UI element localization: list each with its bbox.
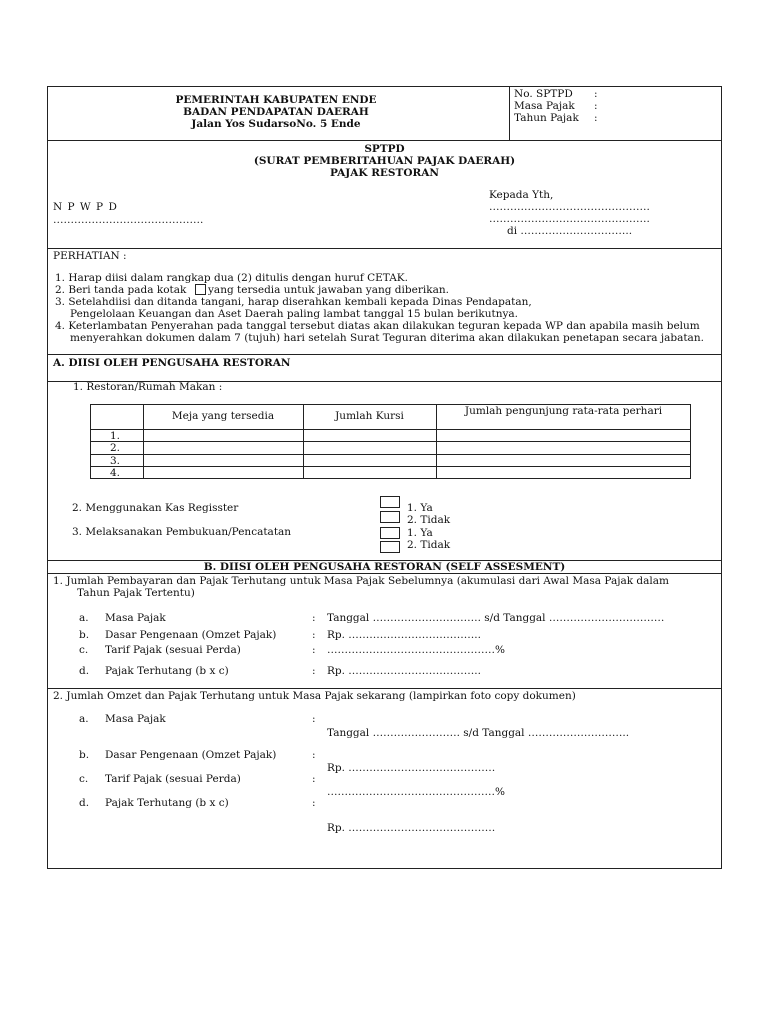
part2-d-key: d. [79, 797, 90, 809]
pembukuan-tidak-label: 2. Tidak [407, 539, 451, 551]
part1-title-l2: Tahun Pajak Tertentu) [77, 587, 195, 599]
table-row-1-label: 1. [110, 430, 121, 442]
section-a-heading: A. DIISI OLEH PENGUSAHA RESTORAN [53, 357, 291, 369]
kas-register-ya-label: 1. Ya [407, 502, 433, 514]
section-a-item2: 2. Menggunakan Kas Regisster [72, 502, 239, 514]
npwpd-field[interactable]: ……………………………………. [53, 214, 204, 226]
pembukuan-tidak-checkbox[interactable] [380, 541, 400, 553]
part1-b-colon: : [312, 629, 316, 641]
part1-title-l1: 1. Jumlah Pembayaran dan Pajak Terhutang untuk Masa Pajak Sebelumnya (akumulasi dari Awal Masa Pajak dalam [53, 575, 669, 587]
notice-item-2a: 2. Beri tanda pada kotak [55, 284, 187, 296]
part1-c-key: c. [79, 644, 89, 656]
frame-bottom [47, 868, 722, 869]
part2-a-colon: : [312, 713, 316, 725]
part2-a-key: a. [79, 713, 89, 725]
part1-tarif-field[interactable]: …………………………………………% [327, 644, 505, 656]
part1-c-colon: : [312, 644, 316, 656]
part1-d-colon: : [312, 665, 316, 677]
meta-masa-pajak-colon: : [594, 100, 598, 112]
part1-dasar-pengenaan-field[interactable]: Rp. ……………………………….. [327, 629, 481, 641]
part2-c-label: Tarif Pajak (sesuai Perda) [105, 773, 241, 785]
part2-c-key: c. [79, 773, 89, 785]
section-b-heading-line [47, 573, 722, 574]
part1-b-key: b. [79, 629, 90, 641]
recipient-line-field[interactable]: ………………………………………. [489, 213, 650, 225]
frame-left [47, 86, 48, 869]
pembukuan-ya-label: 1. Ya [407, 527, 433, 539]
part2-b-label: Dasar Pengenaan (Omzet Pajak) [105, 749, 277, 761]
section-a-item1: 1. Restoran/Rumah Makan : [73, 381, 223, 393]
table-header-meja: Meja yang tersedia [171, 410, 275, 422]
part1-pajak-terhutang-field[interactable]: Rp. ……………………………….. [327, 665, 481, 677]
recipient-place-field[interactable]: di ………………………….. [507, 225, 633, 237]
table-row-4-label: 4. [110, 467, 121, 479]
meta-masa-pajak-label: Masa Pajak [514, 100, 575, 112]
header-bottom-line [47, 140, 722, 141]
part2-b-key: b. [79, 749, 90, 761]
part2-tarif-field[interactable]: …………………………………………% [327, 786, 505, 798]
meta-tahun-pajak-colon: : [594, 112, 598, 124]
kas-register-tidak-label: 2. Tidak [407, 514, 451, 526]
header-address: Jalan Yos SudarsoNo. 5 Ende [191, 118, 361, 130]
title-full: (SURAT PEMBERITAHUAN PAJAK DAERAH) [253, 155, 516, 167]
table-row-3-label: 3. [110, 455, 121, 467]
part1-c-label: Tarif Pajak (sesuai Perda) [105, 644, 241, 656]
table-header-kursi: Jumlah Kursi [335, 410, 404, 422]
section-a-item3: 3. Melaksanakan Pembukuan/Pencatatan [72, 526, 292, 538]
part2-d-label: Pajak Terhutang (b x c) [105, 797, 229, 809]
part1-a-colon: : [312, 612, 316, 624]
notice-item-1: 1. Harap diisi dalam rangkap dua (2) ditulis dengan huruf CETAK. [55, 272, 408, 284]
part1-d-key: d. [79, 665, 90, 677]
part2-c-colon: : [312, 773, 316, 785]
part2-a-label: Masa Pajak [105, 713, 166, 725]
part1-masa-pajak-field[interactable]: Tanggal …………………………. s/d Tanggal …………………………… [327, 612, 665, 624]
header-org2: BADAN PENDAPATAN DAERAH [183, 106, 369, 118]
kas-register-tidak-checkbox[interactable] [380, 511, 400, 523]
part2-b-colon: : [312, 749, 316, 761]
part2-dasar-pengenaan-field[interactable]: Rp. …………………………………… [327, 762, 496, 774]
notice-item-4a: 4. Keterlambatan Penyerahan pada tanggal tersebut diatas akan dilakukan teguran kepada WP dan apabila masih belum [55, 320, 700, 332]
section-b-heading: B. DIISI OLEH PENGUSAHA RESTORAN (SELF ASSESMENT) [203, 561, 566, 573]
meta-tahun-pajak-label: Tahun Pajak [514, 112, 579, 124]
header-divider [509, 86, 510, 140]
frame-top [47, 86, 722, 87]
notice-item-2b: yang tersedia untuk jawaban yang diberikan. [208, 284, 449, 296]
title-bottom-line [47, 248, 722, 249]
notice-item-4b: menyerahkan dokumen dalam 7 (tujuh) hari setelah Surat Teguran diterima akan dilakukan penetapan secara jabatan. [70, 332, 704, 344]
part2-d-colon: : [312, 797, 316, 809]
title-sptpd: SPTPD [364, 143, 405, 155]
part1-bottom-line [47, 688, 722, 689]
recipient-name-field[interactable]: ………………………………………. [489, 201, 650, 213]
part1-a-key: a. [79, 612, 89, 624]
pembukuan-ya-checkbox[interactable] [380, 527, 400, 539]
restaurant-table [90, 404, 691, 479]
part2-pajak-terhutang-field[interactable]: Rp. …………………………………… [327, 822, 496, 834]
part1-a-label: Masa Pajak [105, 612, 166, 624]
notice-item-3a: 3. Setelahdiisi dan ditanda tangani, harap diserahkan kembali kepada Dinas Pendapatan, [55, 296, 532, 308]
part1-b-label: Dasar Pengenaan (Omzet Pajak) [105, 629, 277, 641]
checkbox-sample-icon [195, 284, 206, 295]
title-restoran: PAJAK RESTORAN [330, 167, 439, 179]
table-header-pengunjung: Jumlah pengunjung rata-rata perhari [464, 405, 663, 417]
kas-register-ya-checkbox[interactable] [380, 496, 400, 508]
part2-title: 2. Jumlah Omzet dan Pajak Terhutang untuk Masa Pajak sekarang (lampirkan foto copy dokumen) [53, 690, 576, 702]
meta-no-sptpd-label: No. SPTPD [514, 88, 573, 100]
frame-right [721, 86, 722, 869]
part1-d-label: Pajak Terhutang (b x c) [105, 665, 229, 677]
meta-no-sptpd-colon: : [594, 88, 598, 100]
notice-item-3b: Pengelolaan Keuangan dan Aset Daerah paling lambat tanggal 15 bulan berikutnya. [70, 308, 519, 320]
notice-bottom-line [47, 354, 722, 355]
npwpd-label: N P W P D [53, 201, 118, 213]
part2-masa-pajak-field[interactable]: Tanggal ……………………. s/d Tanggal ……………………….. [327, 727, 630, 739]
notice-heading: PERHATIAN : [53, 250, 127, 262]
recipient-salutation: Kepada Yth, [489, 189, 554, 201]
table-row-2-label: 2. [110, 442, 121, 454]
header-org1: PEMERINTAH KABUPATEN ENDE [175, 94, 377, 106]
